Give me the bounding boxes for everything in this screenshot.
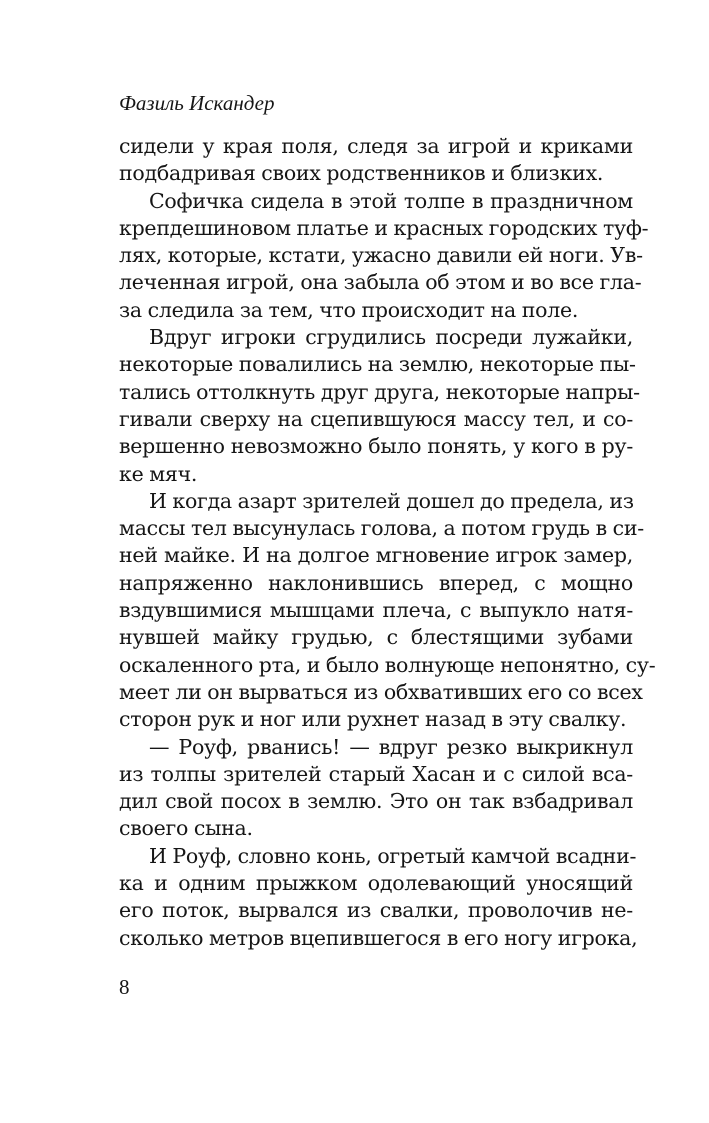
text-line: напряженно наклонившись вперед, с мощно (119, 570, 633, 595)
text-line: И когда азарт зрителей дошел до предела, из (149, 488, 634, 513)
text-line: сколько метров вцепившегося в его ногу игрока, (119, 925, 638, 950)
text-line: ней майке. И на долгое мгновение игрок замер, (119, 543, 633, 568)
text-line: тались оттолкнуть друг друга, некоторые напры- (119, 379, 640, 404)
text-line: И Роуф, словно конь, огретый камчой всадни- (149, 843, 637, 868)
text-line: его поток, вырвался из свалки, проволочив не- (119, 898, 633, 923)
text-line: Софичка сидела в этой толпе в праздничном (149, 188, 633, 213)
text-line: вздувшимися мышцами плеча, с выпукло натя- (119, 598, 633, 623)
text-line: массы тел высунулась голова, а потом грудь в си- (119, 516, 644, 541)
text-line: ке мяч. (119, 461, 198, 486)
running-head: Фазиль Искандер (119, 91, 275, 115)
text-line: из толпы зрителей старый Хасан и с силой вса- (119, 761, 633, 786)
text-line: оскаленного рта, и было волнующе непонятно, су- (119, 652, 656, 677)
body-text (119, 133, 656, 952)
text-line: вершенно невозможно было понять, у кого в ру- (119, 434, 633, 459)
text-line: за следила за тем, что происходит на поле. (119, 297, 579, 322)
text-line: крепдешиновом платье и красных городских туф- (119, 215, 649, 240)
text-line: подбадривая своих родственников и близких. (119, 161, 604, 186)
text-line: леченная игрой, она забыла об этом и во все гла- (119, 270, 642, 295)
text-line: меет ли он вырваться из обхвативших его со всех (119, 679, 643, 704)
text-line: сторон рук и ног или рухнет назад в эту свалку. (119, 707, 627, 732)
text-line: своего сына. (119, 816, 253, 841)
text-line: гивали сверху на сцепившуюся массу тел, и со- (119, 406, 633, 431)
text-line: Вдруг игроки сгрудились посреди лужайки, (149, 325, 633, 350)
text-line: — Роуф, рванись! — вдруг резко выкрикнул (149, 734, 633, 759)
text-line: ка и одним прыжком одолевающий уносящий (119, 871, 633, 896)
text-line: некоторые повалились на землю, некоторые пы- (119, 352, 636, 377)
text-line: дил свой посох в землю. Это он так взбадривал (119, 789, 633, 814)
page-number: 8 (119, 975, 130, 999)
text-line: лях, которые, кстати, ужасно давили ей ноги. Ув- (119, 243, 643, 268)
text-line: нувшей майку грудью, с блестящими зубами (119, 625, 633, 650)
text-line: сидели у края поля, следя за игрой и криками (119, 134, 633, 158)
